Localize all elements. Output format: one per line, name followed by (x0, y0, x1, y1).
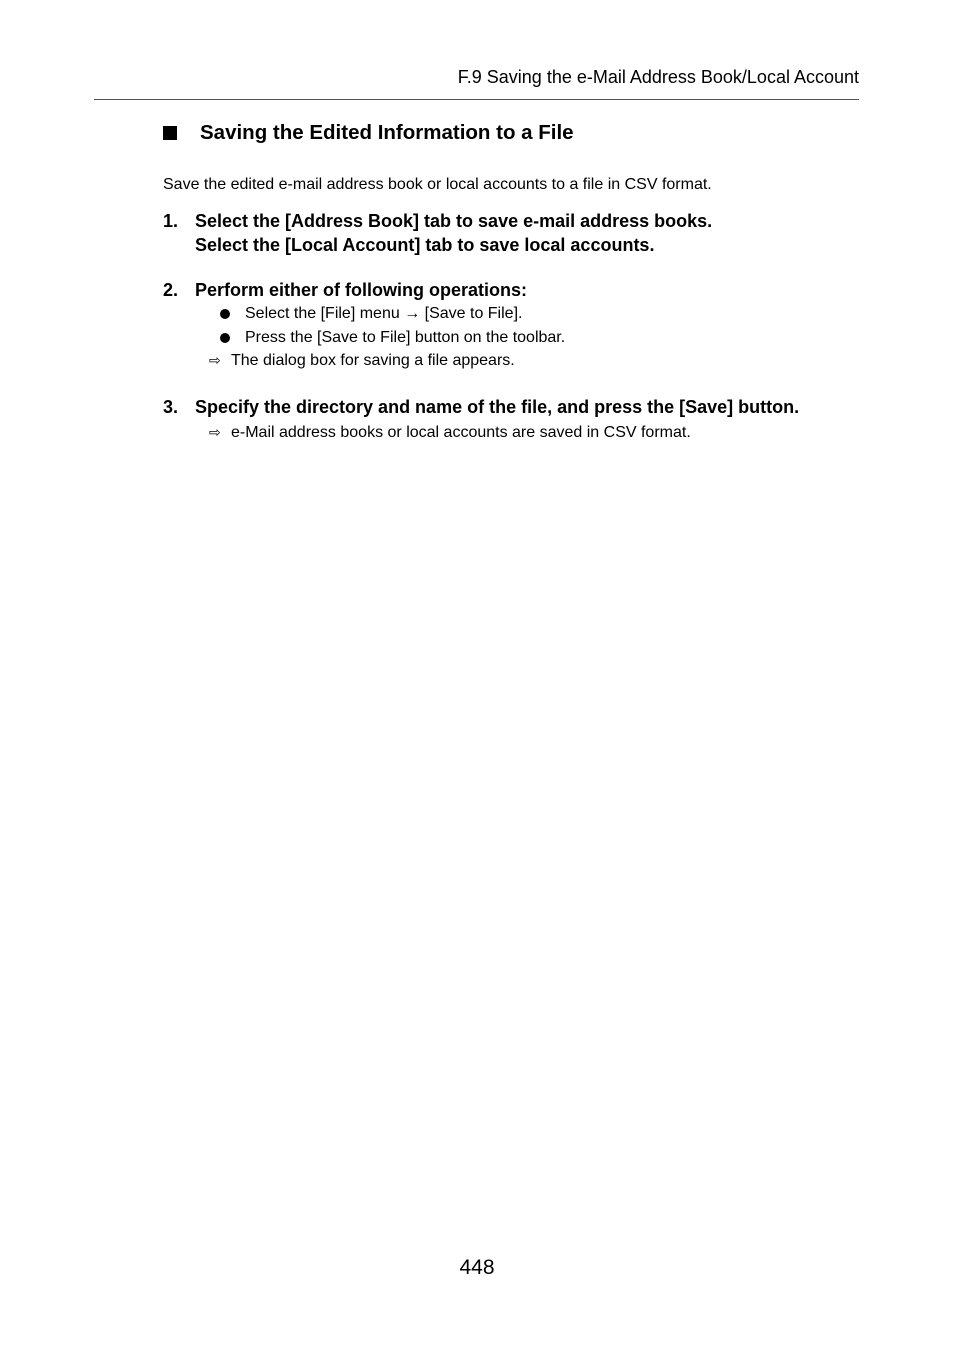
page-header (94, 66, 859, 100)
step-2-result (209, 350, 515, 371)
step-2-number: 2. (163, 280, 179, 300)
step-3-result (209, 422, 691, 443)
section-title: Saving the Edited Information to a File (200, 121, 574, 144)
bullet-dot-icon (220, 309, 230, 319)
result-arrow-icon: ⇨ (209, 424, 221, 440)
bullet-dot-icon (220, 333, 230, 343)
result-text: The dialog box for saving a file appears. (231, 352, 515, 369)
bullet-text: Select the [File] menu → [Save to File]. (245, 305, 523, 322)
black-square-icon (163, 126, 177, 140)
result-text: e-Mail address books or local accounts are saved in CSV format. (231, 424, 691, 441)
step-1-number: 1. (163, 211, 179, 231)
intro-paragraph: Save the edited e-mail address book or local accounts to a file in CSV format. (163, 176, 712, 193)
page-number: 448 (459, 1256, 495, 1279)
step-2-bullet-2 (220, 328, 565, 348)
section-heading (163, 120, 574, 146)
step-3-number: 3. (163, 397, 179, 417)
step-2-bullet-1 (220, 304, 522, 324)
step-1-line-2: Select the [Local Account] tab to save local accounts. (195, 235, 655, 255)
header-title: F.9 Saving the e-Mail Address Book/Local Account (457, 67, 859, 87)
result-arrow-icon: ⇨ (209, 352, 221, 368)
step-3-line-1: Specify the directory and name of the file, and press the [Save] button. (195, 397, 800, 417)
step-1-line-1: Select the [Address Book] tab to save e-mail address books. (195, 211, 713, 231)
bullet-text: Press the [Save to File] button on the toolbar. (245, 329, 566, 346)
step-2-line-1: Perform either of following operations: (195, 280, 528, 300)
